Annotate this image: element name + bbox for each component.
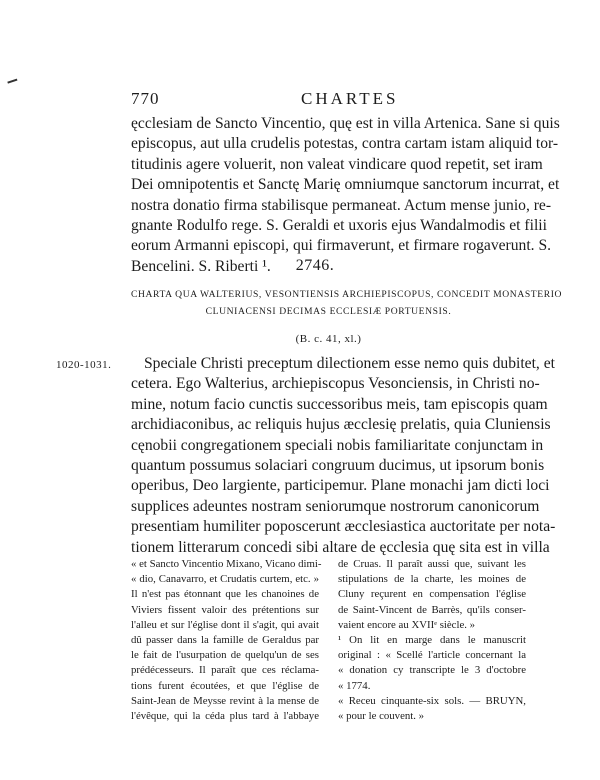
text-line: archidiaconibus, ac reliquis hujus æcclesię prelatis, quia Cluniensis <box>131 416 551 434</box>
text-line: nostra donatio firma stabilisque permaneat. Actum mense junio, re- <box>131 196 552 214</box>
note-line: vaient encore au XVIIᵉ siècle. » <box>338 618 476 631</box>
note-line: « dio, Canavarro, et Crudatis curtem, etc. » <box>131 573 319 586</box>
stray-ink-mark <box>7 79 18 88</box>
note-line: prédécesseurs. Il paraît que ces réclama- <box>131 664 319 677</box>
charter-text <box>131 354 556 558</box>
text-line: Bencelini. S. Riberti ¹. <box>131 257 271 275</box>
charter-heading <box>131 286 563 320</box>
heading-line: CHARTA QUA WALTERIUS, VESONTIENSIS ARCHIEPISCOPUS, CONCEDIT MONASTERIO <box>131 289 563 300</box>
text-line: eorum Armanni episcopi, qui firmaverunt, et firmare rogaverunt. S. <box>131 237 552 255</box>
text-line: Dei omnipotentis et Sanctę Marię omniumque sanctorum incurrat, et <box>131 176 560 194</box>
note-line: « et Sancto Vincentio Mixano, Vicano dimi- <box>131 558 322 570</box>
note-line: de Cruas. Il paraît aussi que, suivant les <box>338 558 526 570</box>
note-line: dû passer dans la famille de Geraldus par <box>131 634 319 647</box>
text-line: ęcclesiam de Sancto Vincentio, quę est in villa Artenica. Sane si quis <box>131 115 560 132</box>
text-line: gnante Rodulfo rege. S. Geraldi et uxoris ejus Wandalmodis et filii <box>131 217 547 235</box>
note-line: Viviers fissent valoir des prétentions sur <box>131 603 319 616</box>
note-line: l'alleu et sur l'église dont il s'agit, qui avait <box>131 618 319 631</box>
note-line: « pour le couvent. » <box>338 710 425 723</box>
note-line: « Receu cinquante-six sols. — BRUYN, <box>338 694 526 707</box>
note-line: le fait de l'usurpation de quelqu'un de ses <box>131 649 319 662</box>
note-line: « donation cy transcripte le 3 d'octobre <box>338 664 526 677</box>
note-line: de Saint-Vincent de Barrès, qu'ils conser- <box>338 603 526 616</box>
text-line: episcopus, aut ulla crudelis potestas, contra cartam istam aliquid tor- <box>131 135 559 153</box>
note-line: Saint-Jean de Meysse revint à la mense de <box>131 694 319 707</box>
charter-source-reference: (B. c. 41, xl.) <box>295 333 362 345</box>
text-line: mine, notum facio cunctis successoribus meis, tam episcopis quam <box>131 395 548 413</box>
text-line: quantum possumus solaciari congruum ducimus, ut ipsorum bonis <box>131 457 545 475</box>
text-line: supplices adeuntes nostram seniorumque nostrorum canonicorum <box>131 497 540 515</box>
heading-line: CLUNIACENSI DECIMAS ECCLESIÆ PORTUENSIS. <box>205 306 452 317</box>
text-line: cetera. Ego Walterius, archiepiscopus Vesonciensis, in Christi no- <box>131 375 540 393</box>
text-line: Speciale Christi preceptum dilectionem esse nemo quis dubitet, et <box>144 355 555 372</box>
text-line: operibus, Deo largiente, participemur. Plane monachi jam dicti loci <box>131 477 550 495</box>
footnotes-right-column <box>338 557 526 724</box>
page-number: 770 <box>131 89 160 108</box>
running-head <box>131 89 491 113</box>
footnotes-left-column <box>131 557 322 724</box>
text-line: presentiam humiliter poposcerunt æcclesiastica auctoritate per nota- <box>131 518 556 536</box>
note-line: original : « Scellé l'article concernant la <box>338 649 526 662</box>
margin-date: 1020-1031. <box>56 359 112 371</box>
charter-number: 2746. <box>295 257 335 274</box>
note-line: l'évêque, qui la céda plus tard à l'abbaye <box>131 710 319 723</box>
note-line: Cluny reçurent en compensation l'église <box>338 588 526 601</box>
note-line: stipulations de la charte, les moines de <box>338 573 526 586</box>
text-line: titudinis agere voluerit, non valeat vindicare quod repetit, set iram <box>131 155 543 173</box>
top-paragraph <box>131 114 560 277</box>
running-title: CHARTES <box>301 89 399 108</box>
note-line: tions furent écoutées, et que l'église de <box>131 679 319 692</box>
note-line: ¹ On lit en marge dans le manuscrit <box>338 634 526 647</box>
text-line: cęnobii congregationem speciali nobis familiaritate conjunctam in <box>131 436 544 454</box>
note-line: Il n'est pas étonnant que les chanoines de <box>131 588 319 601</box>
text-line: tionem litterarum concedi sibi altare de ęcclesia quę sita est in villa <box>131 538 550 556</box>
note-line: « 1774. <box>338 679 371 692</box>
